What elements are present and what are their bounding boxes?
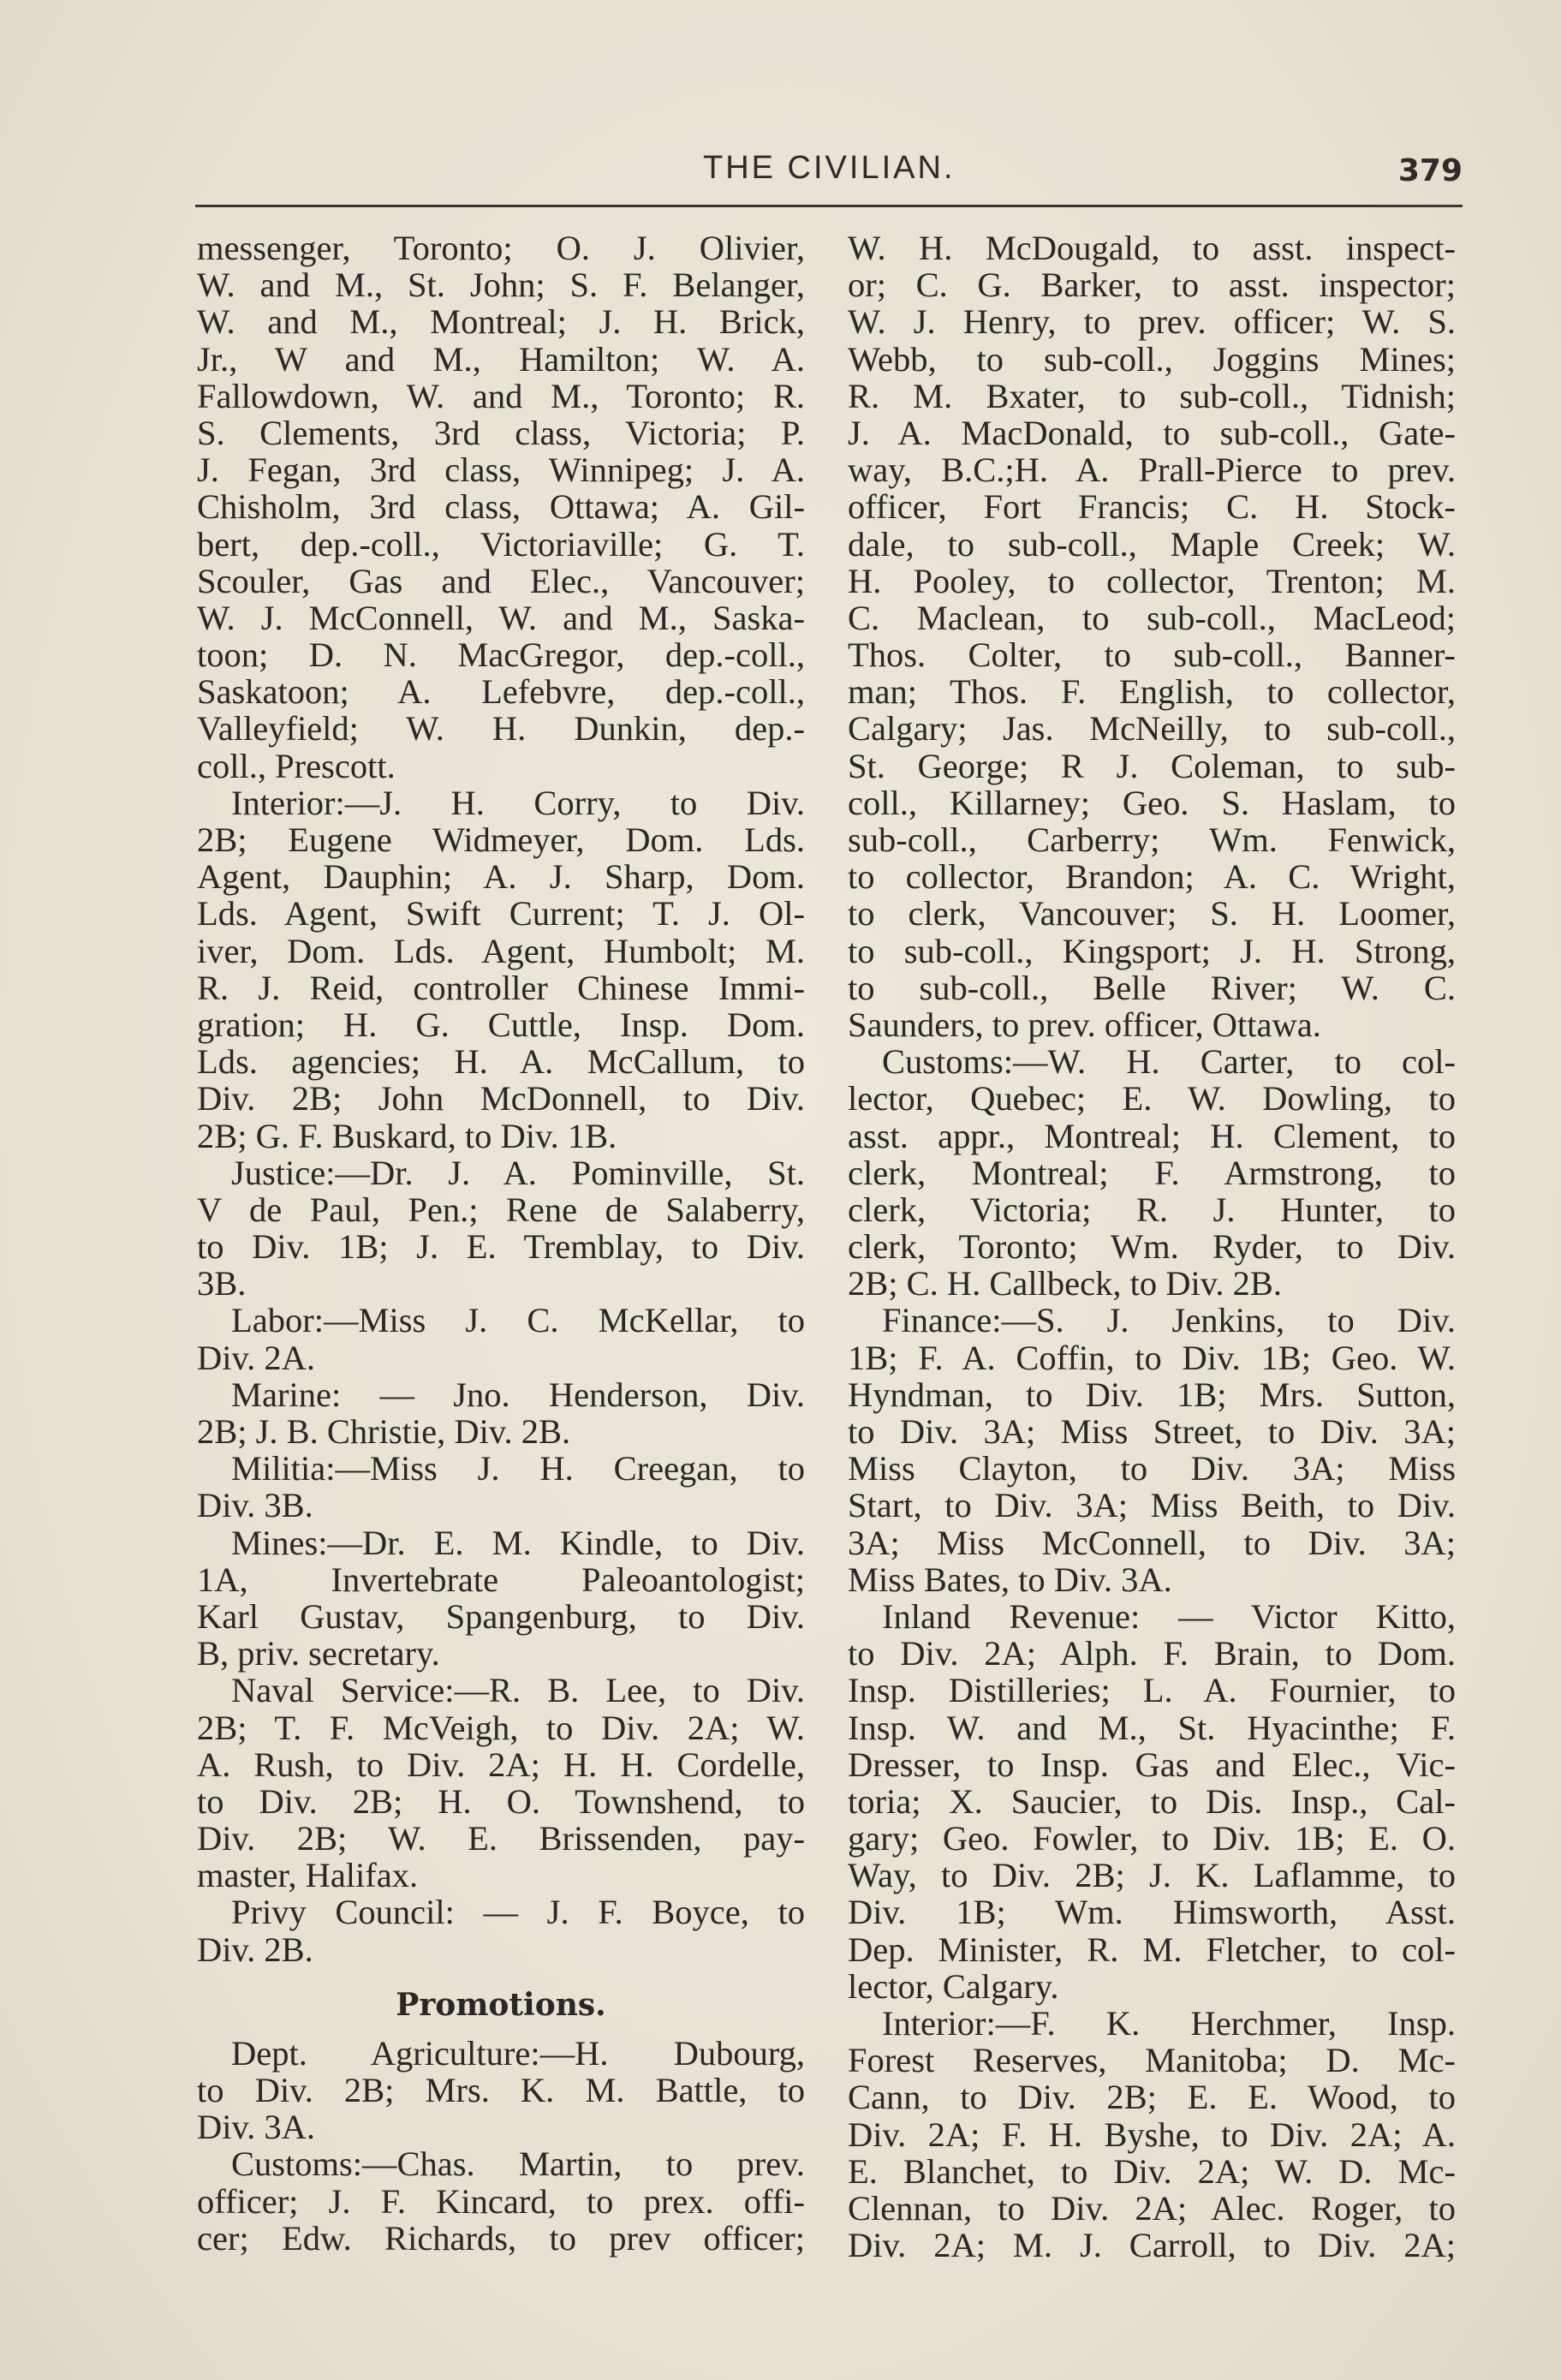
text-line: Interior:—F. K. Herchmer, Insp. [882, 2004, 1456, 2043]
text-line: to clerk, Vancouver; S. H. Loomer, [848, 894, 1456, 934]
text-line: Customs:—W. H. Carter, to col- [882, 1042, 1456, 1082]
text-line: lector, Calgary. [848, 1966, 1059, 2006]
text-line: messenger, Toronto; O. J. Olivier, [197, 229, 805, 267]
page-number: 379 [1397, 153, 1463, 188]
text-line: coll., Prescott. [197, 746, 396, 785]
text-line: Thos. Colter, to sub-coll., Banner- [848, 635, 1456, 675]
text-line: Agent, Dauphin; A. J. Sharp, Dom. [197, 857, 805, 897]
text-line: 2B; G. F. Buskard, to Div. 1B. [197, 1116, 617, 1155]
text-line: Privy Council: — J. F. Boyce, to [231, 1893, 805, 1932]
text-line: Webb, to sub-coll., Joggins Mines; [848, 339, 1456, 379]
text-line: master, Halifax. [197, 1856, 419, 1895]
text-line: V de Paul, Pen.; Rene de Salaberry, [197, 1190, 805, 1229]
text-line: Scouler, Gas and Elec., Vancouver; [197, 561, 805, 600]
text-line: to sub-coll., Belle River; W. C. [848, 968, 1456, 1007]
text-line: cer; Edw. Richards, to prev officer; [197, 2218, 805, 2258]
text-line: Justice:—Dr. J. A. Pominville, St. [231, 1153, 805, 1192]
text-line: Chisholm, 3rd class, Ottawa; A. Gil- [197, 487, 805, 527]
text-line: Inland Revenue: — Victor Kitto, [882, 1596, 1456, 1636]
text-line: toria; X. Saucier, to Dis. Insp., Cal- [848, 1781, 1456, 1821]
text-line: Labor:—Miss J. C. McKellar, to [231, 1301, 805, 1340]
text-line: Start, to Div. 3A; Miss Beith, to Div. [848, 1486, 1456, 1525]
text-line: St. George; R J. Coleman, to sub- [848, 746, 1456, 785]
text-line: Insp. W. and M., St. Hyacinthe; F. [848, 1708, 1456, 1747]
running-header [195, 150, 1463, 193]
text-line: W. and M., Montreal; J. H. Brick, [197, 302, 805, 342]
text-line: Dept. Agriculture:—H. Dubourg, [231, 2033, 805, 2073]
text-line: Div. 2A. [197, 1338, 315, 1377]
text-line: sub-coll., Carberry; Wm. Fenwick, [848, 820, 1456, 859]
text-line: Fallowdown, W. and M., Toronto; R. [197, 376, 805, 415]
text-line: clerk, Toronto; Wm. Ryder, to Div. [848, 1227, 1456, 1267]
text-line: Cann, to Div. 2B; E. E. Wood, to [848, 2078, 1456, 2117]
text-line: coll., Killarney; Geo. S. Haslam, to [848, 783, 1456, 822]
text-line: W. and M., St. John; S. F. Belanger, [197, 265, 805, 305]
text-line: H. Pooley, to collector, Trenton; M. [848, 561, 1456, 600]
running-title: THE CIVILIAN. [703, 150, 956, 186]
text-line: to collector, Brandon; A. C. Wright, [848, 857, 1456, 897]
text-line: A. Rush, to Div. 2A; H. H. Cordelle, [197, 1745, 805, 1784]
text-line: Karl Gustav, Spangenburg, to Div. [197, 1596, 805, 1636]
text-line: 2B; J. B. Christie, Div. 2B. [197, 1412, 571, 1451]
text-line: asst. appr., Montreal; H. Clement, to [848, 1116, 1456, 1155]
text-line: or; C. G. Barker, to asst. inspector; [848, 265, 1456, 305]
text-line: 2B; Eugene Widmeyer, Dom. Lds. [197, 820, 805, 859]
text-line: Miss Bates, to Div. 3A. [848, 1560, 1172, 1599]
left-column [197, 230, 805, 2257]
text-line: Div. 1B; Wm. Himsworth, Asst. [848, 1893, 1456, 1932]
text-line: Insp. Distilleries; L. A. Fournier, to [848, 1671, 1456, 1710]
text-line: 3B. [197, 1264, 247, 1303]
text-line: dale, to sub-coll., Maple Creek; W. [848, 524, 1456, 564]
text-line: 3A; Miss McConnell, to Div. 3A; [848, 1523, 1456, 1562]
text-line: 2B; T. F. McVeigh, to Div. 2A; W. [197, 1708, 805, 1747]
text-line: Dep. Minister, R. M. Fletcher, to col- [848, 1930, 1456, 1969]
text-line: officer, Fort Francis; C. H. Stock- [848, 487, 1456, 527]
text-line: Lds. agencies; H. A. McCallum, to [197, 1042, 805, 1082]
text-line: officer; J. F. Kincard, to prex. offi- [197, 2181, 805, 2221]
text-line: Div. 2B. [197, 1930, 313, 1969]
text-line: S. Clements, 3rd class, Victoria; P. [197, 413, 805, 452]
text-line: to Div. 2B; Mrs. K. M. Battle, to [197, 2071, 805, 2109]
text-line: to Div. 2B; H. O. Townshend, to [197, 1781, 805, 1821]
text-line: Div. 2B; John McDonnell, to Div. [197, 1079, 805, 1118]
text-line: J. A. MacDonald, to sub-coll., Gate- [848, 413, 1456, 452]
text-line: Naval Service:—R. B. Lee, to Div. [231, 1671, 805, 1710]
text-line: Div. 2A; F. H. Byshe, to Div. 2A; A. [848, 2115, 1456, 2154]
header-rule [195, 205, 1463, 207]
text-line: 1B; F. A. Coffin, to Div. 1B; Geo. W. [848, 1338, 1456, 1377]
text-line: gration; H. G. Cuttle, Insp. Dom. [197, 1005, 805, 1044]
text-line: Miss Clayton, to Div. 3A; Miss [848, 1449, 1456, 1488]
text-line: man; Thos. F. English, to collector, [848, 672, 1456, 712]
text-line: lector, Quebec; E. W. Dowling, to [848, 1079, 1456, 1118]
right-column [848, 230, 1456, 2264]
text-line: Interior:—J. H. Corry, to Div. [231, 783, 805, 822]
text-line: Calgary; Jas. McNeilly, to sub-coll., [848, 709, 1456, 749]
text-line: Jr., W and M., Hamilton; W. A. [197, 339, 805, 379]
text-line: toon; D. N. MacGregor, dep.-coll., [197, 635, 805, 675]
text-line: Mines:—Dr. E. M. Kindle, to Div. [231, 1523, 805, 1562]
section-heading: Promotions. [396, 1986, 606, 2023]
text-line: 1A, Invertebrate Paleoantologist; [197, 1560, 805, 1599]
text-line: J. Fegan, 3rd class, Winnipeg; J. A. [197, 450, 805, 490]
text-line: Militia:—Miss J. H. Creegan, to [231, 1449, 805, 1488]
text-line: clerk, Victoria; R. J. Hunter, to [848, 1190, 1456, 1229]
text-line: Marine: — Jno. Henderson, Div. [231, 1375, 805, 1414]
text-line: to Div. 1B; J. E. Tremblay, to Div. [197, 1227, 805, 1267]
text-line: Lds. Agent, Swift Current; T. J. Ol- [197, 894, 805, 934]
text-line: Valleyfield; W. H. Dunkin, dep.- [197, 709, 805, 749]
text-line: gary; Geo. Fowler, to Div. 1B; E. O. [848, 1819, 1456, 1858]
text-line: Way, to Div. 2B; J. K. Laflamme, to [848, 1856, 1456, 1895]
text-line: Finance:—S. J. Jenkins, to Div. [882, 1301, 1456, 1340]
text-line: Saunders, to prev. officer, Ottawa. [848, 1005, 1321, 1044]
text-line: Div. 3B. [197, 1486, 313, 1525]
text-line: clerk, Montreal; F. Armstrong, to [848, 1153, 1456, 1192]
text-line: R. M. Bxater, to sub-coll., Tidnish; [848, 376, 1456, 415]
text-line: E. Blanchet, to Div. 2A; W. D. Mc- [848, 2151, 1456, 2191]
text-line: way, B.C.;H. A. Prall-Pierce to prev. [848, 450, 1456, 490]
text-line: to Div. 2A; Alph. F. Brain, to Dom. [848, 1634, 1456, 1673]
text-line: Div. 2A; M. J. Carroll, to Div. 2A; [848, 2226, 1456, 2265]
text-line: W. J. McConnell, W. and M., Saska- [197, 598, 805, 637]
text-line: Div. 3A. [197, 2108, 315, 2147]
text-line: Clennan, to Div. 2A; Alec. Roger, to [848, 2188, 1456, 2228]
text-line: W. H. McDougald, to asst. inspect- [848, 229, 1456, 267]
text-line: B, priv. secretary. [197, 1634, 440, 1673]
text-line: W. J. Henry, to prev. officer; W. S. [848, 302, 1456, 342]
text-line: Forest Reserves, Manitoba; D. Mc- [848, 2041, 1456, 2080]
text-line: Dresser, to Insp. Gas and Elec., Vic- [848, 1745, 1456, 1784]
text-line: Customs:—Chas. Martin, to prev. [231, 2144, 805, 2184]
text-line: C. Maclean, to sub-coll., MacLeod; [848, 598, 1456, 637]
text-line: R. J. Reid, controller Chinese Immi- [197, 968, 805, 1007]
text-line: to Div. 3A; Miss Street, to Div. 3A; [848, 1412, 1456, 1451]
text-line: bert, dep.-coll., Victoriaville; G. T. [197, 524, 805, 564]
text-line: Saskatoon; A. Lefebvre, dep.-coll., [197, 672, 805, 712]
text-line: iver, Dom. Lds. Agent, Humbolt; M. [197, 931, 805, 970]
text-line: Div. 2B; W. E. Brissenden, pay- [197, 1819, 805, 1858]
text-line: to sub-coll., Kingsport; J. H. Strong, [848, 931, 1456, 970]
text-line: 2B; C. H. Callbeck, to Div. 2B. [848, 1264, 1282, 1303]
text-line: Hyndman, to Div. 1B; Mrs. Sutton, [848, 1375, 1456, 1414]
